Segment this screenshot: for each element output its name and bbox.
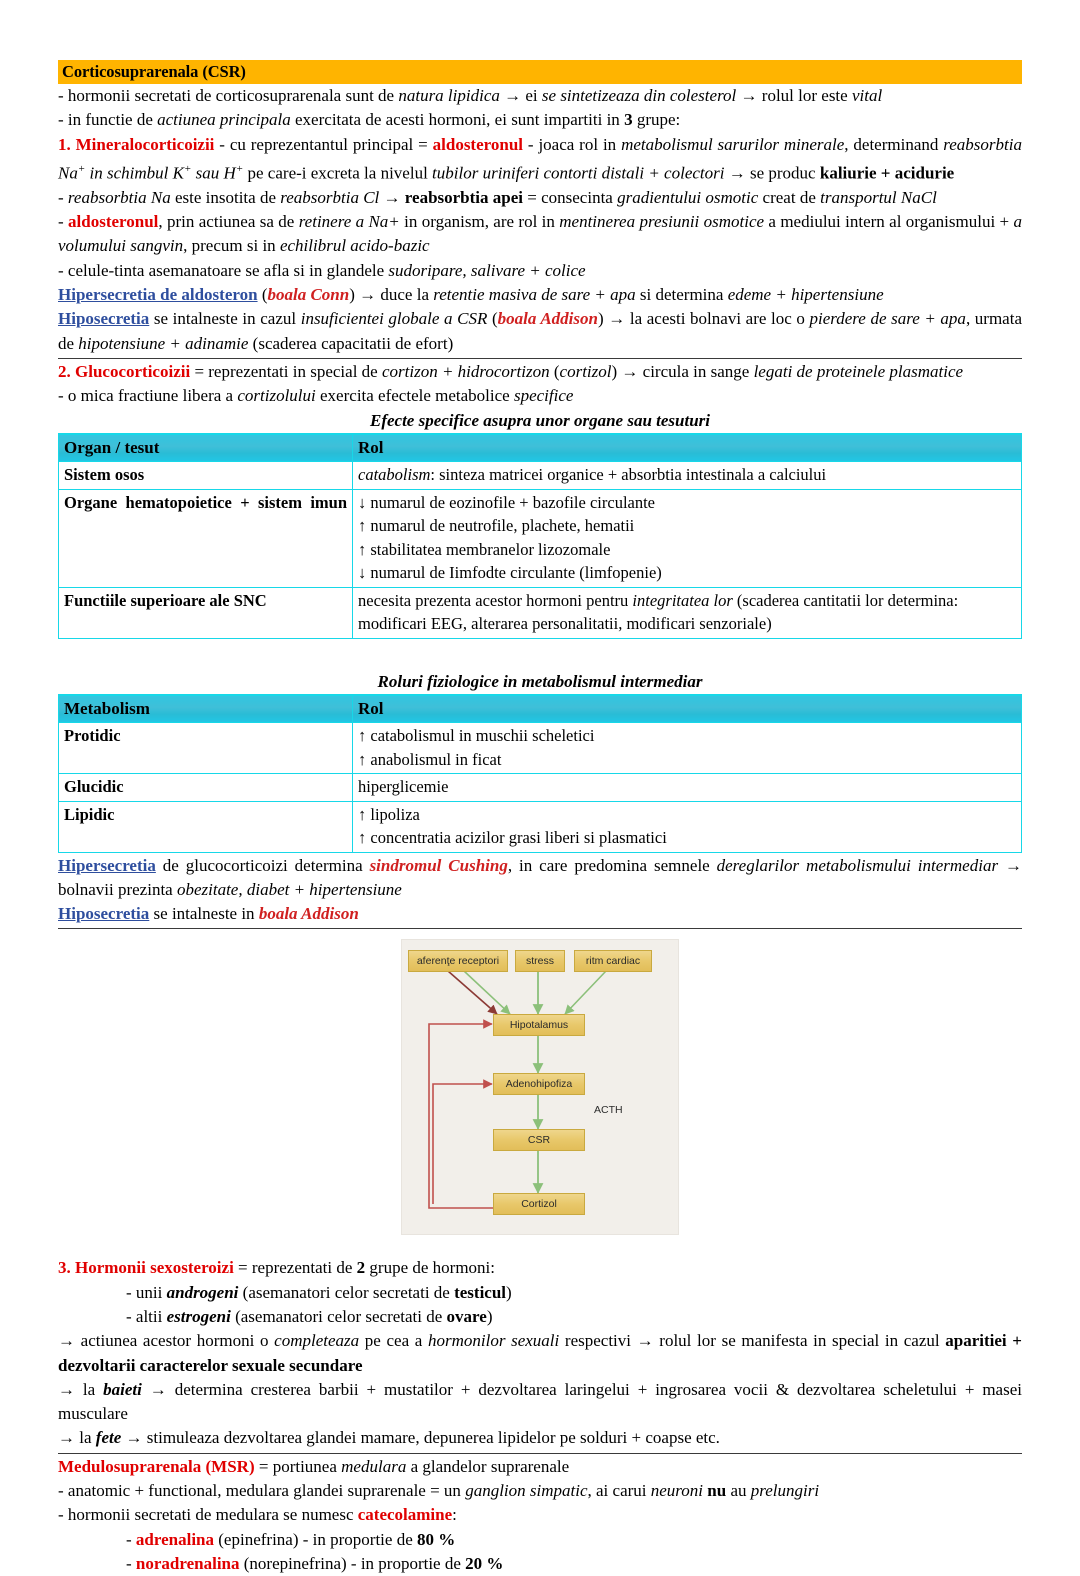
intro-l2d: 3 xyxy=(624,110,633,130)
s3b1b: androgeni xyxy=(166,1282,239,1302)
table1-r1-rol-rest: : sinteza matricei organice + absorbtia intestinala a calciului xyxy=(430,465,827,485)
boala-conn: boala Conn xyxy=(267,285,350,305)
s3p1end: grupe de hormoni: xyxy=(365,1258,495,1278)
s1p2f: reabsorbtia apei xyxy=(404,187,523,207)
section4-paragraph-2 xyxy=(58,1479,1022,1503)
s3b2b: estrogeni xyxy=(166,1307,231,1326)
s4p2a: - anatomic + functional, medulara glandei suprarenale = un xyxy=(58,1481,466,1501)
s1p3d: retinere a Na+ xyxy=(298,212,400,232)
ptp1f: → bolnavii prezinta xyxy=(58,855,1023,899)
hiposecretia-label: Hiposecretia xyxy=(58,309,150,329)
ptp1g: obezitate, diabet + hipertensiune xyxy=(176,879,402,899)
table2-r1-metabolism: Protidic xyxy=(64,726,121,746)
table2-header-metabolism: Metabolism xyxy=(59,695,353,723)
diagram-box-ritm-cardiac: ritm cardiac xyxy=(574,950,652,972)
section1-hiposecretia xyxy=(58,307,1022,356)
table1-r1-organ: Sistem osos xyxy=(64,465,145,485)
table2-r3-line-1: ↑ lipoliza xyxy=(358,804,420,824)
s1p3c: , prin actiunea sa de xyxy=(158,212,299,232)
diagram-box-csr: CSR xyxy=(493,1129,585,1151)
s2p2a: - o mica fractiune libera a xyxy=(58,386,238,406)
s3p3c: → determina cresterea barbii + mustatilor + dezvoltarea laringelui + ingrosarea vocii & dezvoltarea scheletului + masei musculare xyxy=(58,1379,1022,1424)
post-hiposecretia xyxy=(58,902,1022,926)
table2-r2-metabolism: Glucidic xyxy=(64,777,124,797)
section4-paragraph-1 xyxy=(58,1455,1022,1479)
s1p2j: transportul NaCl xyxy=(820,187,937,207)
intro-l1f: vital xyxy=(851,86,883,105)
s1p1sup2: + xyxy=(183,162,192,175)
s3p1: = reprezentati de xyxy=(233,1258,357,1278)
intro-l1b: natura lipidica xyxy=(398,86,500,105)
diagram-label-acth: ACTH xyxy=(594,1104,623,1117)
section3-paragraph-1 xyxy=(58,1256,1022,1280)
table1-r3-rol-a: necesita prezenta acestor hormoni pentru xyxy=(358,590,633,610)
table1-header-rol: Rol xyxy=(353,434,1022,462)
table1-header-row xyxy=(59,434,1022,462)
s1p1l: kaliurie + acidurie xyxy=(819,163,955,183)
s1p1k: → se produc xyxy=(724,163,820,183)
hiposecretia-gluco-label: Hiposecretia xyxy=(58,904,150,924)
document-page xyxy=(58,60,1022,1576)
section4-heading: Medulosuprarenala (MSR) xyxy=(58,1456,255,1476)
s4p2b: ganglion simpatic xyxy=(465,1481,588,1501)
table1-r3-rol-b: (scaderea cantitatii lor determina: modificari EEG, alterarea personalitatii, modificari senzoriale) xyxy=(358,590,959,634)
section3-bullet-1 xyxy=(58,1281,1022,1305)
s1p6h: , urmata de xyxy=(58,309,1022,353)
s1p2b: reabsorbtia Na xyxy=(67,187,171,207)
table2-header-row xyxy=(59,695,1022,723)
table-row xyxy=(59,462,1022,490)
section3-paragraph-4 xyxy=(58,1426,1022,1450)
s1p3i: , precum si in xyxy=(183,236,280,256)
s3b1c: (asemanatori celor secretati de xyxy=(238,1282,455,1302)
section4-bullet-2 xyxy=(58,1552,1022,1576)
table-row xyxy=(59,489,1022,587)
s3p2c: pe cea a xyxy=(359,1331,428,1351)
ptp1d: , in care predomina semnele xyxy=(507,855,717,875)
s2p2b: cortizolului xyxy=(237,386,316,406)
table2-caption: Roluri fiziologice in metabolismul intermediar xyxy=(377,671,703,691)
s2p1c: ( xyxy=(549,361,560,381)
intro-l2b: actiunea principala xyxy=(157,110,291,130)
s4p2h: prelungiri xyxy=(750,1481,820,1501)
section3-paragraph-3 xyxy=(58,1378,1022,1427)
s3b1e: ) xyxy=(506,1282,512,1302)
s1p1sup1: + xyxy=(77,162,86,175)
s1p5f: si determina xyxy=(635,285,728,305)
s2p2d: specifice xyxy=(513,386,574,406)
s4p2d: neuroni xyxy=(650,1481,704,1501)
s4b1c: (epinefrina) - in proportie de xyxy=(214,1529,417,1549)
s4b2d: 20 % xyxy=(465,1553,504,1573)
table2-r1-line-1: ↑ catabolismul in muschii scheletici xyxy=(358,726,595,746)
s1p4b: sudoripare, salivare + colice xyxy=(388,260,586,280)
s3p4b: fete xyxy=(95,1428,122,1448)
s4p1c: a glandelor suprarenale xyxy=(406,1456,570,1476)
table-row xyxy=(59,723,1022,774)
post-hipersecretia xyxy=(58,854,1022,903)
s4b1a: - xyxy=(126,1529,136,1549)
table2-r3-line-2: ↑ concentratia acizilor grasi liberi si plasmatici xyxy=(358,828,667,848)
s1p5g: edeme + hipertensiune xyxy=(727,285,884,305)
table-row xyxy=(59,801,1022,852)
section4-bullet-1 xyxy=(58,1528,1022,1552)
s3p1num: 2 xyxy=(356,1258,366,1278)
s2p2c: exercita efectele metabolice xyxy=(315,386,514,406)
s1p1f: reabsorbtia Na xyxy=(58,134,1022,183)
table1-r1-rol-italic: catabolism xyxy=(358,465,431,485)
s1p1g: in schimbul K xyxy=(85,163,184,183)
sindromul-cushing: sindromul Cushing xyxy=(369,855,508,875)
s1p4a: - celule-tinta asemanatoare se afla si in glandele xyxy=(58,260,389,280)
s3b2e: ) xyxy=(486,1307,493,1326)
s1p1h: sau H xyxy=(191,163,236,183)
s4b2a: - xyxy=(126,1553,136,1573)
table1-r3-rol-italic: integritatea lor xyxy=(632,590,733,610)
s2p1d: cortizol xyxy=(559,361,612,381)
s3p2a: → actiunea acestor hormoni o xyxy=(58,1331,275,1351)
table2-r2-line-1: hiperglicemie xyxy=(358,777,449,797)
ptp1b: de glucocorticoizi determina xyxy=(155,855,370,875)
s1p2c: este insotita de xyxy=(170,187,281,207)
s2p1a: = reprezentati in special de xyxy=(190,361,382,381)
diagram-box-stress: stress xyxy=(515,950,565,972)
table2-r3-metabolism: Lipidic xyxy=(64,804,115,824)
s1p6g: pierdere de sare + apa xyxy=(809,309,966,329)
intro-l1e: → rolul lor este xyxy=(736,86,852,105)
page-title: Corticosuprarenala (CSR) xyxy=(58,60,1022,84)
diagram-box-cortizol: Cortizol xyxy=(493,1193,585,1215)
section2-heading: 2. Glucocorticoizii xyxy=(58,361,191,381)
s3b2c: (asemanatori celor secretati de xyxy=(230,1307,447,1326)
s2p1f: legati de proteinele plasmatice xyxy=(753,361,964,381)
catecolamine: catecolamine xyxy=(357,1505,453,1525)
table2-header-rol: Rol xyxy=(353,695,1022,723)
s3p2b: completeaza xyxy=(274,1331,360,1351)
s1p3e: in organism, are rol in xyxy=(399,212,560,232)
s3p3a: → la xyxy=(58,1379,104,1399)
table1-r3-organ: Functiile superioare ale SNC xyxy=(64,590,267,610)
effects-table xyxy=(58,433,1022,639)
intro-l1a: - hormonii secretati de corticosuprarenala sunt de xyxy=(58,86,399,105)
s1p1d: metabolismul sarurilor minerale xyxy=(621,134,845,154)
s2p1e: ) → circula in sange xyxy=(611,361,754,381)
intro-l1d: se sintetizeaza din colesterol xyxy=(541,86,737,105)
boala-addison-1: boala Addison xyxy=(497,309,598,329)
s1p2g: = consecinta xyxy=(523,187,618,207)
intro-l2e: grupe: xyxy=(632,110,681,130)
table2-r1-line-2: ↑ anabolismul in ficat xyxy=(358,749,502,769)
s1p1a: - cu reprezentantul principal = xyxy=(214,134,433,154)
s4p3c: : xyxy=(452,1505,457,1525)
table1-r2-organ: Organe hematopoietice + sistem imun xyxy=(64,492,347,512)
s1p3j: echilibrul acido-bazic xyxy=(279,236,430,256)
s4b2c: (norepinefrina) - in proportie de xyxy=(239,1553,466,1573)
s4b1d: 80 % xyxy=(417,1529,456,1549)
diagram-box-adenohipofiza: Adenohipofiza xyxy=(493,1073,585,1095)
section1-paragraph-1 xyxy=(58,133,1022,186)
s1p1i: pe care-i excreta la nivelul xyxy=(243,163,433,183)
table1-r2-line-4: ↓ numarul de Iimfodte circulante (limfopenie) xyxy=(358,563,662,583)
metabolism-table xyxy=(58,694,1022,853)
s1p6j: (scaderea capacitatii de efort) xyxy=(248,333,454,353)
s4p2f: nu xyxy=(707,1481,727,1501)
s3p4c: → stimuleaza dezvoltarea glandei mamare, depunerea lipidelor pe solduri + coapse etc. xyxy=(121,1428,720,1448)
s1p3b: aldosteronul xyxy=(68,212,159,232)
section1-paragraph-2 xyxy=(58,186,1022,210)
s3p2f: aparitiei + dezvoltarii caracterelor sexuale secundare xyxy=(58,1331,1022,1375)
adrenalina: adrenalina xyxy=(135,1529,215,1549)
section3-bullet-2 xyxy=(58,1305,1022,1329)
s3b2a: - altii xyxy=(126,1307,167,1326)
intro-line-1 xyxy=(58,84,1022,108)
s3b1d: testicul xyxy=(454,1282,507,1302)
s1p3f: mentinerea presiunii osmotice xyxy=(559,212,765,232)
section3-paragraph-2 xyxy=(58,1329,1022,1378)
s1p1j: tubilor uriniferi contorti distali + colectori xyxy=(432,163,725,183)
s3p4a: → la xyxy=(58,1428,96,1448)
s1p2a: - xyxy=(58,187,68,207)
section1-heading: 1. Mineralocorticoizii xyxy=(58,134,215,154)
divider-2 xyxy=(58,928,1022,929)
hipersecretia-aldosteron-label: Hipersecretia de aldosteron xyxy=(58,285,258,305)
intro-l2c: exercitata de acesti hormoni, ei sunt impartiti in xyxy=(290,110,625,130)
s1p2d: reabsorbtia Cl xyxy=(280,187,380,207)
section1-hipersecretia xyxy=(58,283,1022,307)
s3p2d: hormonilor sexuali xyxy=(427,1331,560,1351)
s3p3b: baieti xyxy=(103,1379,142,1399)
section4-paragraph-3 xyxy=(58,1503,1022,1527)
s1p6f: ) → la acesti bolnavi are loc o xyxy=(597,309,810,329)
s1p1e: , determinand xyxy=(844,134,944,154)
s4p1a: = portiunea xyxy=(254,1456,342,1476)
s3p2e: respectivi → rolul lor se manifesta in special in cazul xyxy=(559,1331,946,1351)
s1p1sup3: + xyxy=(235,162,244,175)
s4p3a: - hormonii secretati de medulara se numesc xyxy=(58,1505,358,1525)
s1p5e: retentie masiva de sare + apa xyxy=(433,285,636,305)
hpa-axis-diagram xyxy=(401,939,679,1235)
hpa-axis-diagram-container xyxy=(58,939,1022,1235)
s4p2c: , ai carui xyxy=(587,1481,651,1501)
table1-header-organ: Organ / tesut xyxy=(59,434,353,462)
s1p6i: hipotensiune + adinamie xyxy=(78,333,249,353)
hipersecretia-gluco-label: Hipersecretia xyxy=(58,855,156,875)
divider-3 xyxy=(58,1453,1022,1454)
s1p3a: - xyxy=(58,212,69,232)
s1p2e: → xyxy=(379,187,405,207)
table1-caption: Efecte specifice asupra unor organe sau tesuturi xyxy=(369,410,711,430)
s1p6d: ( xyxy=(487,309,498,329)
s4p2g: au xyxy=(726,1481,751,1501)
diagram-box-aferente-receptori: aferenţe receptori xyxy=(408,950,508,972)
s1p6b: se intalneste in cazul xyxy=(149,309,301,329)
s1p1c: - joaca rol in xyxy=(523,134,622,154)
section1-paragraph-3 xyxy=(58,210,1022,259)
s1p5d: ) → duce la xyxy=(349,285,434,305)
section3-heading: 3. Hormonii sexosteroizi xyxy=(58,1258,234,1278)
s3b2d: ovare xyxy=(446,1307,487,1326)
divider-1 xyxy=(58,358,1022,359)
noradrenalina: noradrenalina xyxy=(135,1553,240,1573)
diagram-box-hipotalamus: Hipotalamus xyxy=(493,1014,585,1036)
s1p1b: aldosteronul xyxy=(432,134,524,154)
s1p2h: gradientului osmotic xyxy=(617,187,759,207)
s4p1b: medulara xyxy=(341,1456,407,1476)
intro-l2a: - in functie de xyxy=(58,110,158,130)
s1p2i: creat de xyxy=(758,187,821,207)
ptp2b: se intalneste in xyxy=(149,904,259,924)
table-row xyxy=(59,774,1022,802)
s1p6c: insuficientei globale a CSR xyxy=(300,309,488,329)
s3b1a: - unii xyxy=(126,1282,167,1302)
table1-r2-line-3: ↑ stabilitatea membranelor lizozomale xyxy=(358,539,611,559)
section2-paragraph-2 xyxy=(58,384,1022,408)
table1-r2-line-1: ↓ numarul de eozinofile + bazofile circulante xyxy=(358,492,656,512)
s2p1b: cortizon + hidrocortizon xyxy=(381,361,550,381)
s1p5b: ( xyxy=(257,285,268,305)
intro-l1c: → ei xyxy=(499,86,542,105)
s1p3g: a mediului intern al organismului + xyxy=(764,212,1014,232)
section1-paragraph-4 xyxy=(58,259,1022,283)
ptp1e: dereglarilor metabolismului intermediar xyxy=(716,855,999,875)
s1p3h: a volumului sangvin xyxy=(58,212,1022,256)
boala-addison-2: boala Addison xyxy=(258,904,359,924)
section2-paragraph-1 xyxy=(58,360,1022,384)
table-row xyxy=(59,587,1022,638)
table1-r2-line-2: ↑ numarul de neutrofile, plachete, hematii xyxy=(358,516,635,536)
intro-line-2 xyxy=(58,108,1022,132)
